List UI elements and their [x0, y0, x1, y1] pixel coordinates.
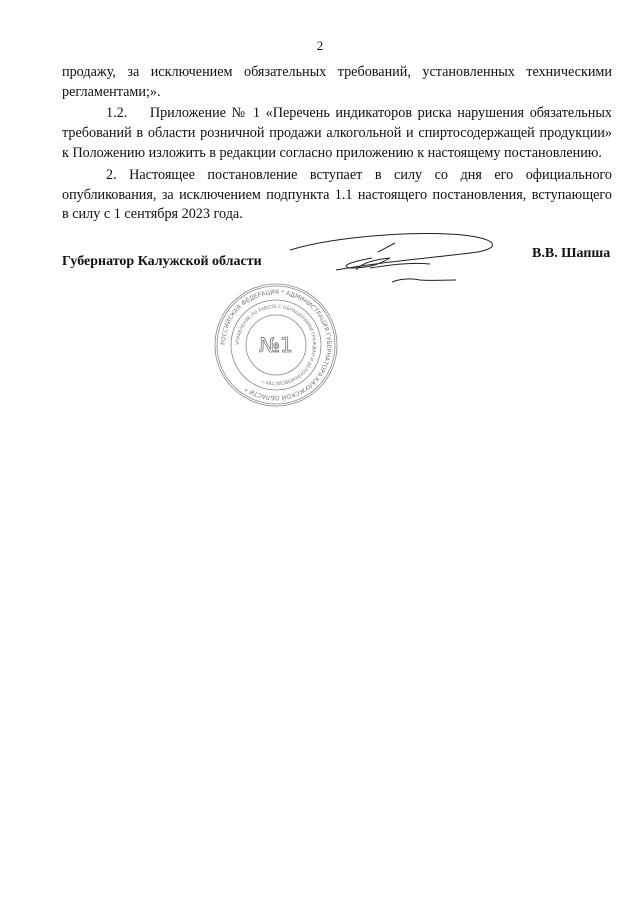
paragraph-line: 1.2. Приложение № 1 «Перечень индикаторов риска нарушения обязательных [106, 105, 612, 121]
paragraph-line: опубликования, за исключением подпункта 1.1 настоящего постановления, вступающего [62, 187, 612, 203]
paragraph-line: 2. Настоящее постановление вступает в силу со дня его официального [106, 167, 612, 183]
stamp-inner-text: УПРАВЛЕНИЕ ПО РАБОТЕ С ОБРАЩЕНИЯМИ ГРАЖДАН И ДЕЛОПРОИЗВОДСТВУ * [235, 304, 317, 386]
stamp-center-text: №1 [259, 333, 293, 357]
signatory-position: Губернатор Калужской области [62, 254, 262, 269]
paragraph-line: регламентами;». [62, 84, 161, 100]
page-number: 2 [316, 38, 324, 53]
signatory-name: В.В. Шапша [532, 246, 611, 261]
paragraph-line: требований в области розничной продажи алкогольной и спиртосодержащей продукции» [62, 125, 612, 141]
official-stamp [215, 284, 337, 406]
paragraph-line: к Положению изложить в редакции согласно приложению к настоящему постановлению. [62, 145, 602, 161]
paragraph-line: в силу с 1 сентября 2023 года. [62, 206, 243, 222]
handwritten-signature [290, 234, 493, 282]
paragraph-line: продажу, за исключением обязательных требований, установленных техническими [62, 64, 612, 80]
stamp-outer-text: РОССИЙСКАЯ ФЕДЕРАЦИЯ * АДМИНИСТРАЦИЯ ГУБЕРНАТОРА КАЛУЖСКОЙ ОБЛАСТИ * [219, 288, 333, 402]
